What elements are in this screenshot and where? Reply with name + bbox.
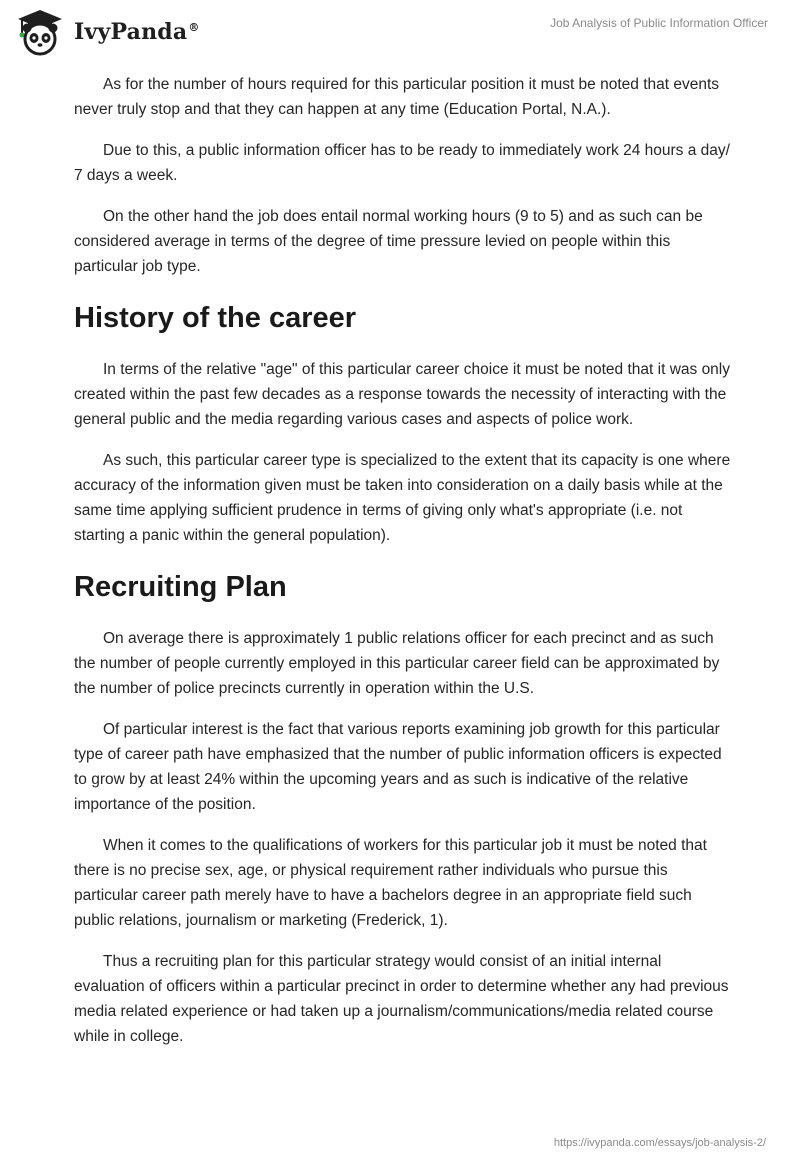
document-title: Job Analysis of Public Information Officer	[550, 16, 768, 30]
paragraph: Of particular interest is the fact that various reports examining job growth for this particular type of career path have emphasized that the number of public information officers is expected to grow by at least 24% within the upcoming years and as such is indicative of the relative importance of the position.	[74, 721, 722, 813]
paragraph: On average there is approximately 1 public relations officer for each precinct and as such the number of people currently employed in this particular career field can be approximated by the number of police precincts currently in operation within the U.S.	[74, 630, 720, 697]
paragraph: Due to this, a public information officer has to be ready to immediately work 24 hours a day/ 7 days a week.	[74, 142, 730, 184]
paragraph: As for the number of hours required for this particular position it must be noted that events never truly stop and that they can happen at any time (Education Portal, N.A.).	[74, 76, 720, 118]
section-heading-recruiting: Recruiting Plan	[74, 571, 287, 603]
panda-logo-icon	[14, 8, 66, 56]
section-heading-history: History of the career	[74, 302, 357, 334]
source-url[interactable]: https://ivypanda.com/essays/job-analysis-2/	[553, 1137, 766, 1149]
paragraph: In terms of the relative "age" of this particular career choice it must be noted that it was only created within the past few decades as a response towards the necessity of interacting with the general public and the media regarding various cases and aspects of police work.	[74, 361, 731, 428]
paragraph: Thus a recruiting plan for this particular strategy would consist of an initial internal evaluation of officers within a particular precinct in order to determine whether any had previous media related experience or had taken up a journalism/communications/media related course while in college.	[74, 953, 729, 1045]
essay-body	[74, 72, 734, 1065]
page-header	[0, 0, 800, 62]
paragraph: As such, this particular career type is specialized to the extent that its capacity is one where accuracy of the information given must be taken into consideration on a daily basis while at the same time applying sufficient prudence in terms of giving only what's appropriate (i.e. not starting a panic within the general population).	[74, 452, 731, 544]
paragraph: When it comes to the qualifications of workers for this particular job it must be noted that there is no precise sex, age, or physical requirement rather individuals who pursue this particular career path merely have to have a bachelors degree in an appropriate field such public relations, journalism or marketing (Frederick, 1).	[74, 837, 707, 929]
logo-wordmark: IvyPanda®	[74, 19, 200, 45]
paragraph: On the other hand the job does entail normal working hours (9 to 5) and as such can be considered average in terms of the degree of time pressure levied on people within this particular job type.	[74, 208, 703, 275]
ivypanda-logo[interactable]	[14, 8, 200, 56]
